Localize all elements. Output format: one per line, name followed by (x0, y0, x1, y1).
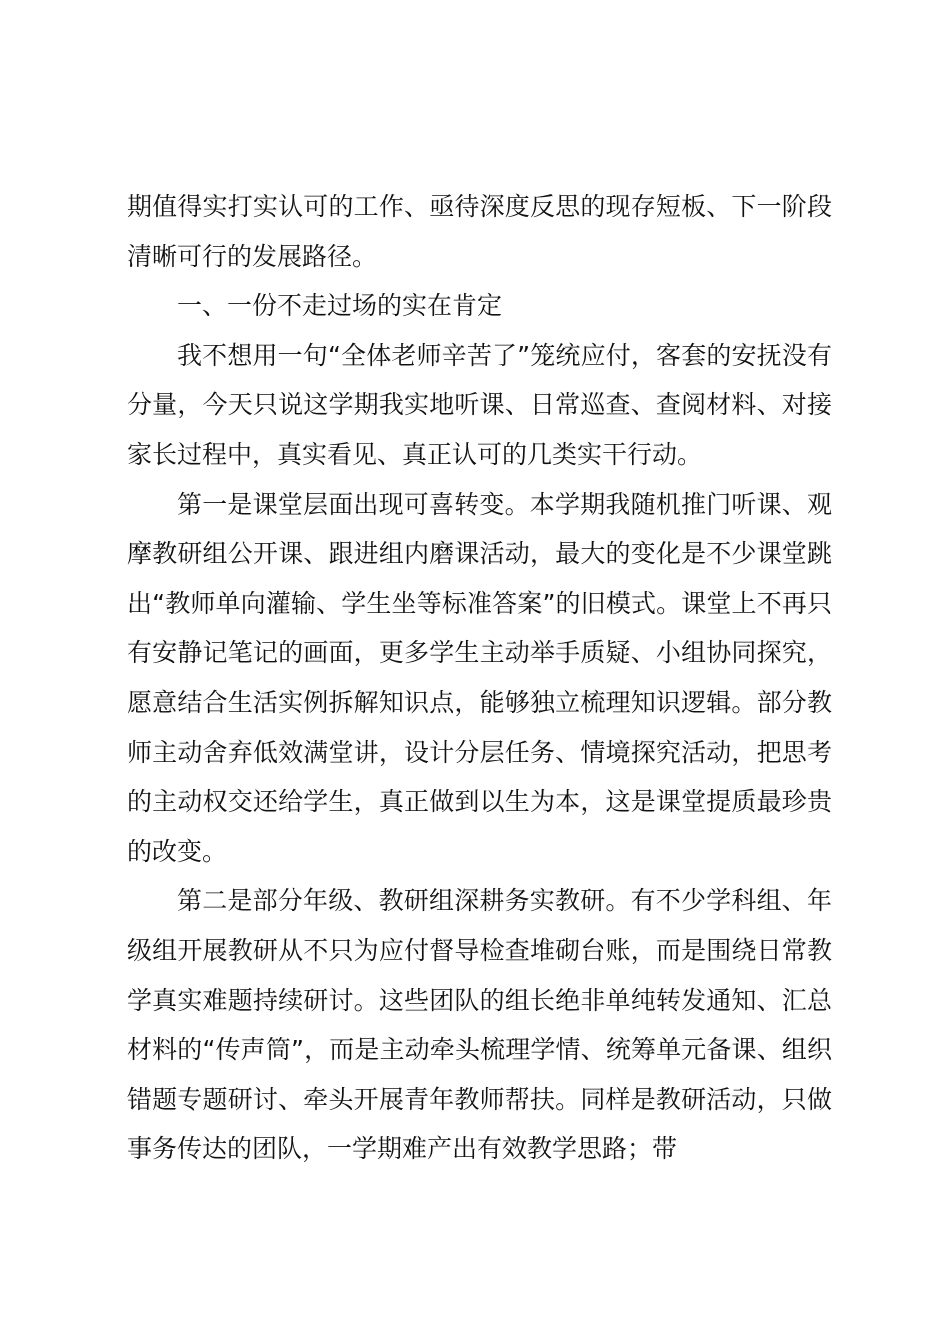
paragraph-continuation: 期值得实打实认可的工作、亟待深度反思的现存短板、下一阶段清晰可行的发展路径。 (127, 192, 832, 271)
document-body (127, 182, 832, 1174)
section-heading: 一、一份不走过场的实在肯定 (177, 291, 503, 321)
paragraph-point-one: 第一是课堂层面出现可喜转变。本学期我随机推门听课、观摩教研组公开课、跟进组内磨课活动，最大的变化是不少课堂跳出“教师单向灌输、学生坐等标准答案”的旧模式。课堂上不再只有安静记笔记的画面，更多学生主动举手质疑、小组协同探究，愿意结合生活实例拆解知识点，能够独立梳理知识逻辑。部分教师主动舍弃低效满堂讲，设计分层任务、情境探究活动，把思考的主动权交还给学生，真正做到以生为本，这是课堂提质最珍贵的改变。 (127, 489, 832, 866)
paragraph-point-two: 第二是部分年级、教研组深耕务实教研。有不少学科组、年级组开展教研从不只为应付督导检查堆砌台账，而是围绕日常教学真实难题持续研讨。这些团队的组长绝非单纯转发通知、汇总材料的“传声筒”，而是主动牵头梳理学情、统筹单元备课、组织错题专题研讨、牵头开展青年教师帮扶。同样是教研活动，只做事务传达的团队，一学期难产出有效教学思路；带 (127, 886, 832, 1164)
paragraph-intro: 我不想用一句“全体老师辛苦了”笼统应付，客套的安抚没有分量，今天只说这学期我实地听课、日常巡查、查阅材料、对接家长过程中，真实看见、真正认可的几类实干行动。 (127, 340, 832, 469)
